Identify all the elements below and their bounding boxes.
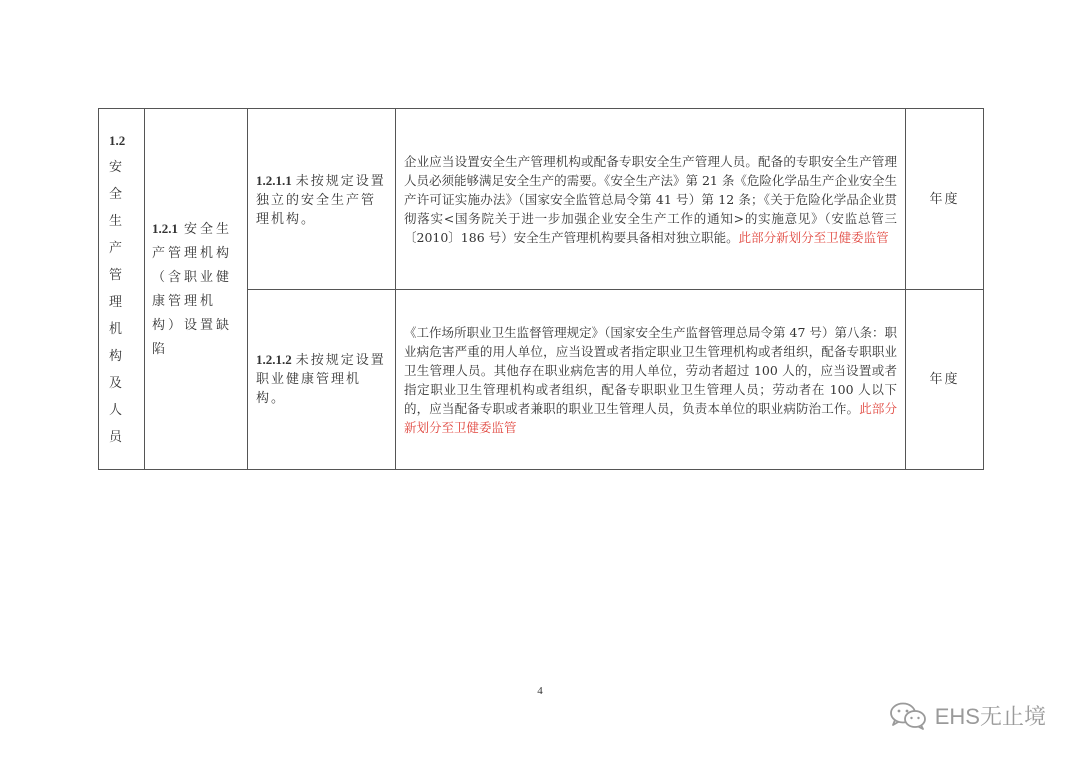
section-cell (99, 109, 145, 470)
criterion-number: 1.2.1.2 (256, 352, 292, 367)
wechat-icon (889, 702, 927, 730)
frequency-cell (906, 109, 984, 290)
page-number: 4 (537, 685, 543, 697)
criterion-cell (248, 290, 396, 470)
basis-cell (396, 109, 906, 290)
note-text: 此部分新划分至卫健委监管 (738, 229, 889, 245)
criterion-number: 1.2.1.1 (256, 173, 292, 188)
frequency-text: 年度 (929, 372, 960, 387)
watermark-text: EHS无止境 (934, 704, 1046, 729)
frequency-text: 年度 (929, 191, 960, 207)
criterion-cell (248, 109, 396, 290)
basis-text: 企业应当设置安全生产管理机构或配备专职安全生产管理人员。配备的专职安全生产管理人员必须能够满足安全生产的需要。《安全生产法》第 21 条《危险化学品生产企业安全生产许可证实施办法》（国家安全监管总局令第 41 号）第 12 条；《关于危险化学品企业贯彻落实<国务院关于进一步加强企业安全生产工作的通知>的实施意见》（安监总管三〔2010〕186 号）安全生产管理机构要具备相对独立职能。 (404, 153, 897, 245)
basis-cell (396, 290, 906, 470)
note-text: 此部分新划分至卫健委监管 (404, 400, 897, 435)
criterion-text: 未按规定设置职业健康管理机构。 (256, 353, 386, 406)
basis-text: 《工作场所职业卫生监督管理规定》（国家安全生产监督管理总局令第 47 号）第八条：职业病危害严重的用人单位，应当设置或者指定职业卫生管理机构或者组织，配备专职职业卫生管理人员。其他存在职业病危害的用人单位，劳动者超过 100 人的，应当设置或者指定职业卫生管理机构或者组织，配备专职职业卫生管理人员；劳动者在 100 人以下的，应当配备专职或者兼职的职业卫生管理人员，负责本单位的职业病防治工作。 (404, 324, 897, 416)
table-row (99, 109, 984, 290)
section-number: 1.2 (109, 133, 126, 148)
watermark (889, 700, 1046, 731)
section-title: 安全生产管理机构及人员 (109, 160, 127, 445)
item-cell (145, 109, 248, 470)
criterion-text: 未按规定设置独立的安全生产管理机构。 (256, 174, 386, 227)
frequency-cell (906, 290, 984, 470)
standards-table (98, 108, 984, 470)
item-number: 1.2.1 (152, 220, 178, 236)
item-title: 安全生产管理机构（含职业健康管理机构）设置缺陷 (152, 221, 233, 357)
